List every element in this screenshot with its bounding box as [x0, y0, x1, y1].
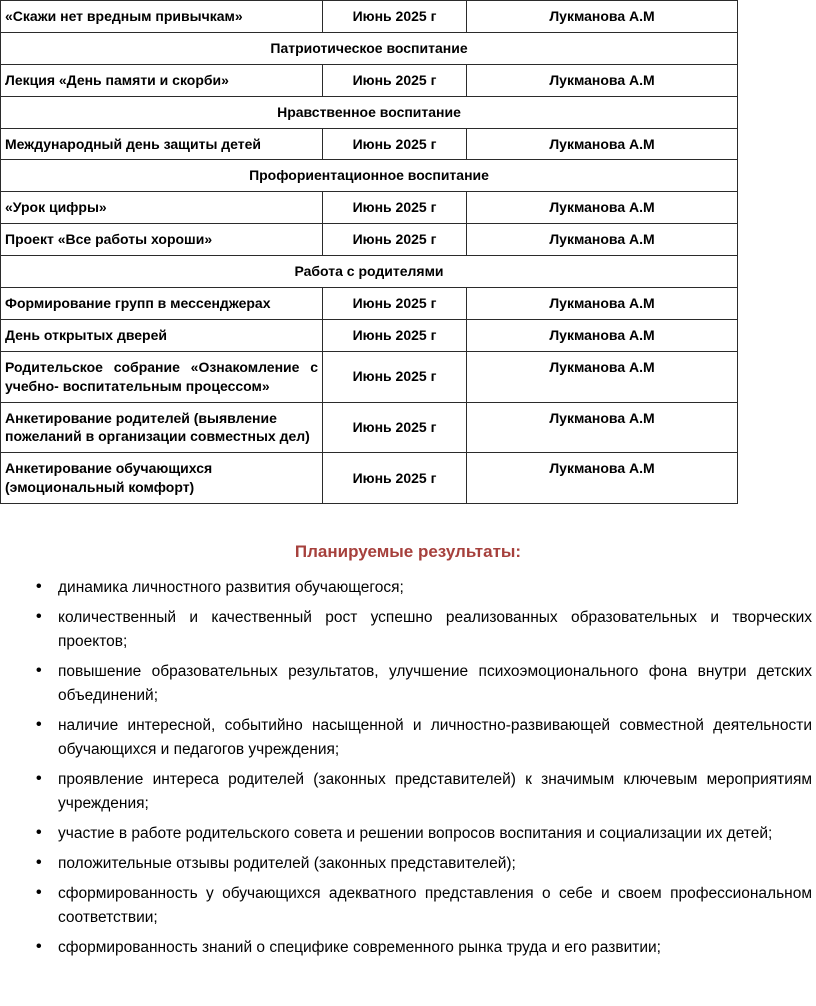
activity-row	[1, 288, 738, 320]
date-cell: Июнь 2025 г	[323, 402, 467, 453]
activity-row	[1, 64, 738, 96]
activity-row	[1, 224, 738, 256]
result-list-item	[30, 606, 812, 654]
date-cell: Июнь 2025 г	[323, 1, 467, 33]
activity-row	[1, 1, 738, 33]
bullet-icon: •	[36, 608, 42, 626]
result-item-text: наличие интересной, событийно насыщенной и личностно-развивающей совместной деятельности обучающихся и педагогов учреждения;	[58, 717, 812, 759]
date-cell: Июнь 2025 г	[323, 288, 467, 320]
result-item-text: динамика личностного развития обучающегося;	[58, 579, 404, 597]
activity-row	[1, 351, 738, 402]
bullet-icon: •	[36, 854, 42, 872]
result-item-text: количественный и качественный рост успешно реализованных образовательных и творческих проектов;	[58, 609, 812, 651]
result-item-text: участие в работе родительского совета и решении вопросов воспитания и социализации их детей;	[58, 825, 773, 843]
result-list-item	[30, 576, 812, 600]
result-list-item	[30, 660, 812, 708]
section-header-row	[1, 160, 738, 192]
result-item-text: сформированность у обучающихся адекватного представления о себе и своем профессиональном соответствии;	[58, 885, 812, 927]
activity-cell: Формирование групп в мессенджерах	[1, 288, 323, 320]
section-title-cell: Работа с родителями	[1, 256, 738, 288]
activity-cell: Анкетирование обучающихся (эмоциональный комфорт)	[1, 453, 323, 504]
activity-row	[1, 453, 738, 504]
date-cell: Июнь 2025 г	[323, 224, 467, 256]
activity-row	[1, 319, 738, 351]
responsible-cell: Лукманова А.М	[467, 288, 738, 320]
responsible-cell: Лукманова А.М	[467, 319, 738, 351]
result-item-text: проявление интереса родителей (законных представителей) к значимым ключевым мероприятиям учреждения;	[58, 771, 812, 813]
bullet-icon: •	[36, 770, 42, 788]
section-header-row	[1, 256, 738, 288]
bullet-icon: •	[36, 662, 42, 680]
result-list-item	[30, 852, 812, 876]
activity-row	[1, 402, 738, 453]
activity-cell: «Урок цифры»	[1, 192, 323, 224]
bullet-icon: •	[36, 578, 42, 596]
responsible-cell: Лукманова А.М	[467, 192, 738, 224]
responsible-cell: Лукманова А.М	[467, 1, 738, 33]
activities-table-body	[1, 1, 738, 504]
activity-cell: Проект «Все работы хороши»	[1, 224, 323, 256]
results-list	[0, 576, 816, 960]
activity-cell: «Скажи нет вредным привычкам»	[1, 1, 323, 33]
date-cell: Июнь 2025 г	[323, 192, 467, 224]
result-item-text: положительные отзывы родителей (законных представителей);	[58, 855, 516, 873]
activities-plan-table	[0, 0, 738, 504]
bullet-icon: •	[36, 884, 42, 902]
bullet-icon: •	[36, 824, 42, 842]
activity-cell: Лекция «День памяти и скорби»	[1, 64, 323, 96]
result-list-item	[30, 822, 812, 846]
result-list-item	[30, 768, 812, 816]
date-cell: Июнь 2025 г	[323, 319, 467, 351]
date-cell: Июнь 2025 г	[323, 351, 467, 402]
bullet-icon: •	[36, 716, 42, 734]
responsible-cell: Лукманова А.М	[467, 64, 738, 96]
date-cell: Июнь 2025 г	[323, 453, 467, 504]
responsible-cell: Лукманова А.М	[467, 224, 738, 256]
activity-cell: День открытых дверей	[1, 319, 323, 351]
result-list-item	[30, 936, 812, 960]
activity-cell: Анкетирование родителей (выявление пожеланий в организации совместных дел)	[1, 402, 323, 453]
section-header-row	[1, 96, 738, 128]
activity-row	[1, 192, 738, 224]
result-list-item	[30, 714, 812, 762]
responsible-cell: Лукманова А.М	[467, 128, 738, 160]
section-title-cell: Патриотическое воспитание	[1, 32, 738, 64]
activity-cell: Родительское собрание «Ознакомление с учебно- воспитательным процессом»	[1, 351, 323, 402]
activity-row	[1, 128, 738, 160]
section-title-cell: Профориентационное воспитание	[1, 160, 738, 192]
responsible-cell: Лукманова А.М	[467, 402, 738, 453]
section-header-row	[1, 32, 738, 64]
activity-cell: Международный день защиты детей	[1, 128, 323, 160]
date-cell: Июнь 2025 г	[323, 128, 467, 160]
results-heading: Планируемые результаты:	[294, 542, 522, 562]
result-item-text: сформированность знаний о специфике современного рынка труда и его развитии;	[58, 939, 661, 957]
result-list-item	[30, 882, 812, 930]
responsible-cell: Лукманова А.М	[467, 453, 738, 504]
bullet-icon: •	[36, 938, 42, 956]
responsible-cell: Лукманова А.М	[467, 351, 738, 402]
result-item-text: повышение образовательных результатов, улучшение психоэмоционального фона внутри детских объединений;	[58, 663, 812, 705]
date-cell: Июнь 2025 г	[323, 64, 467, 96]
section-title-cell: Нравственное воспитание	[1, 96, 738, 128]
